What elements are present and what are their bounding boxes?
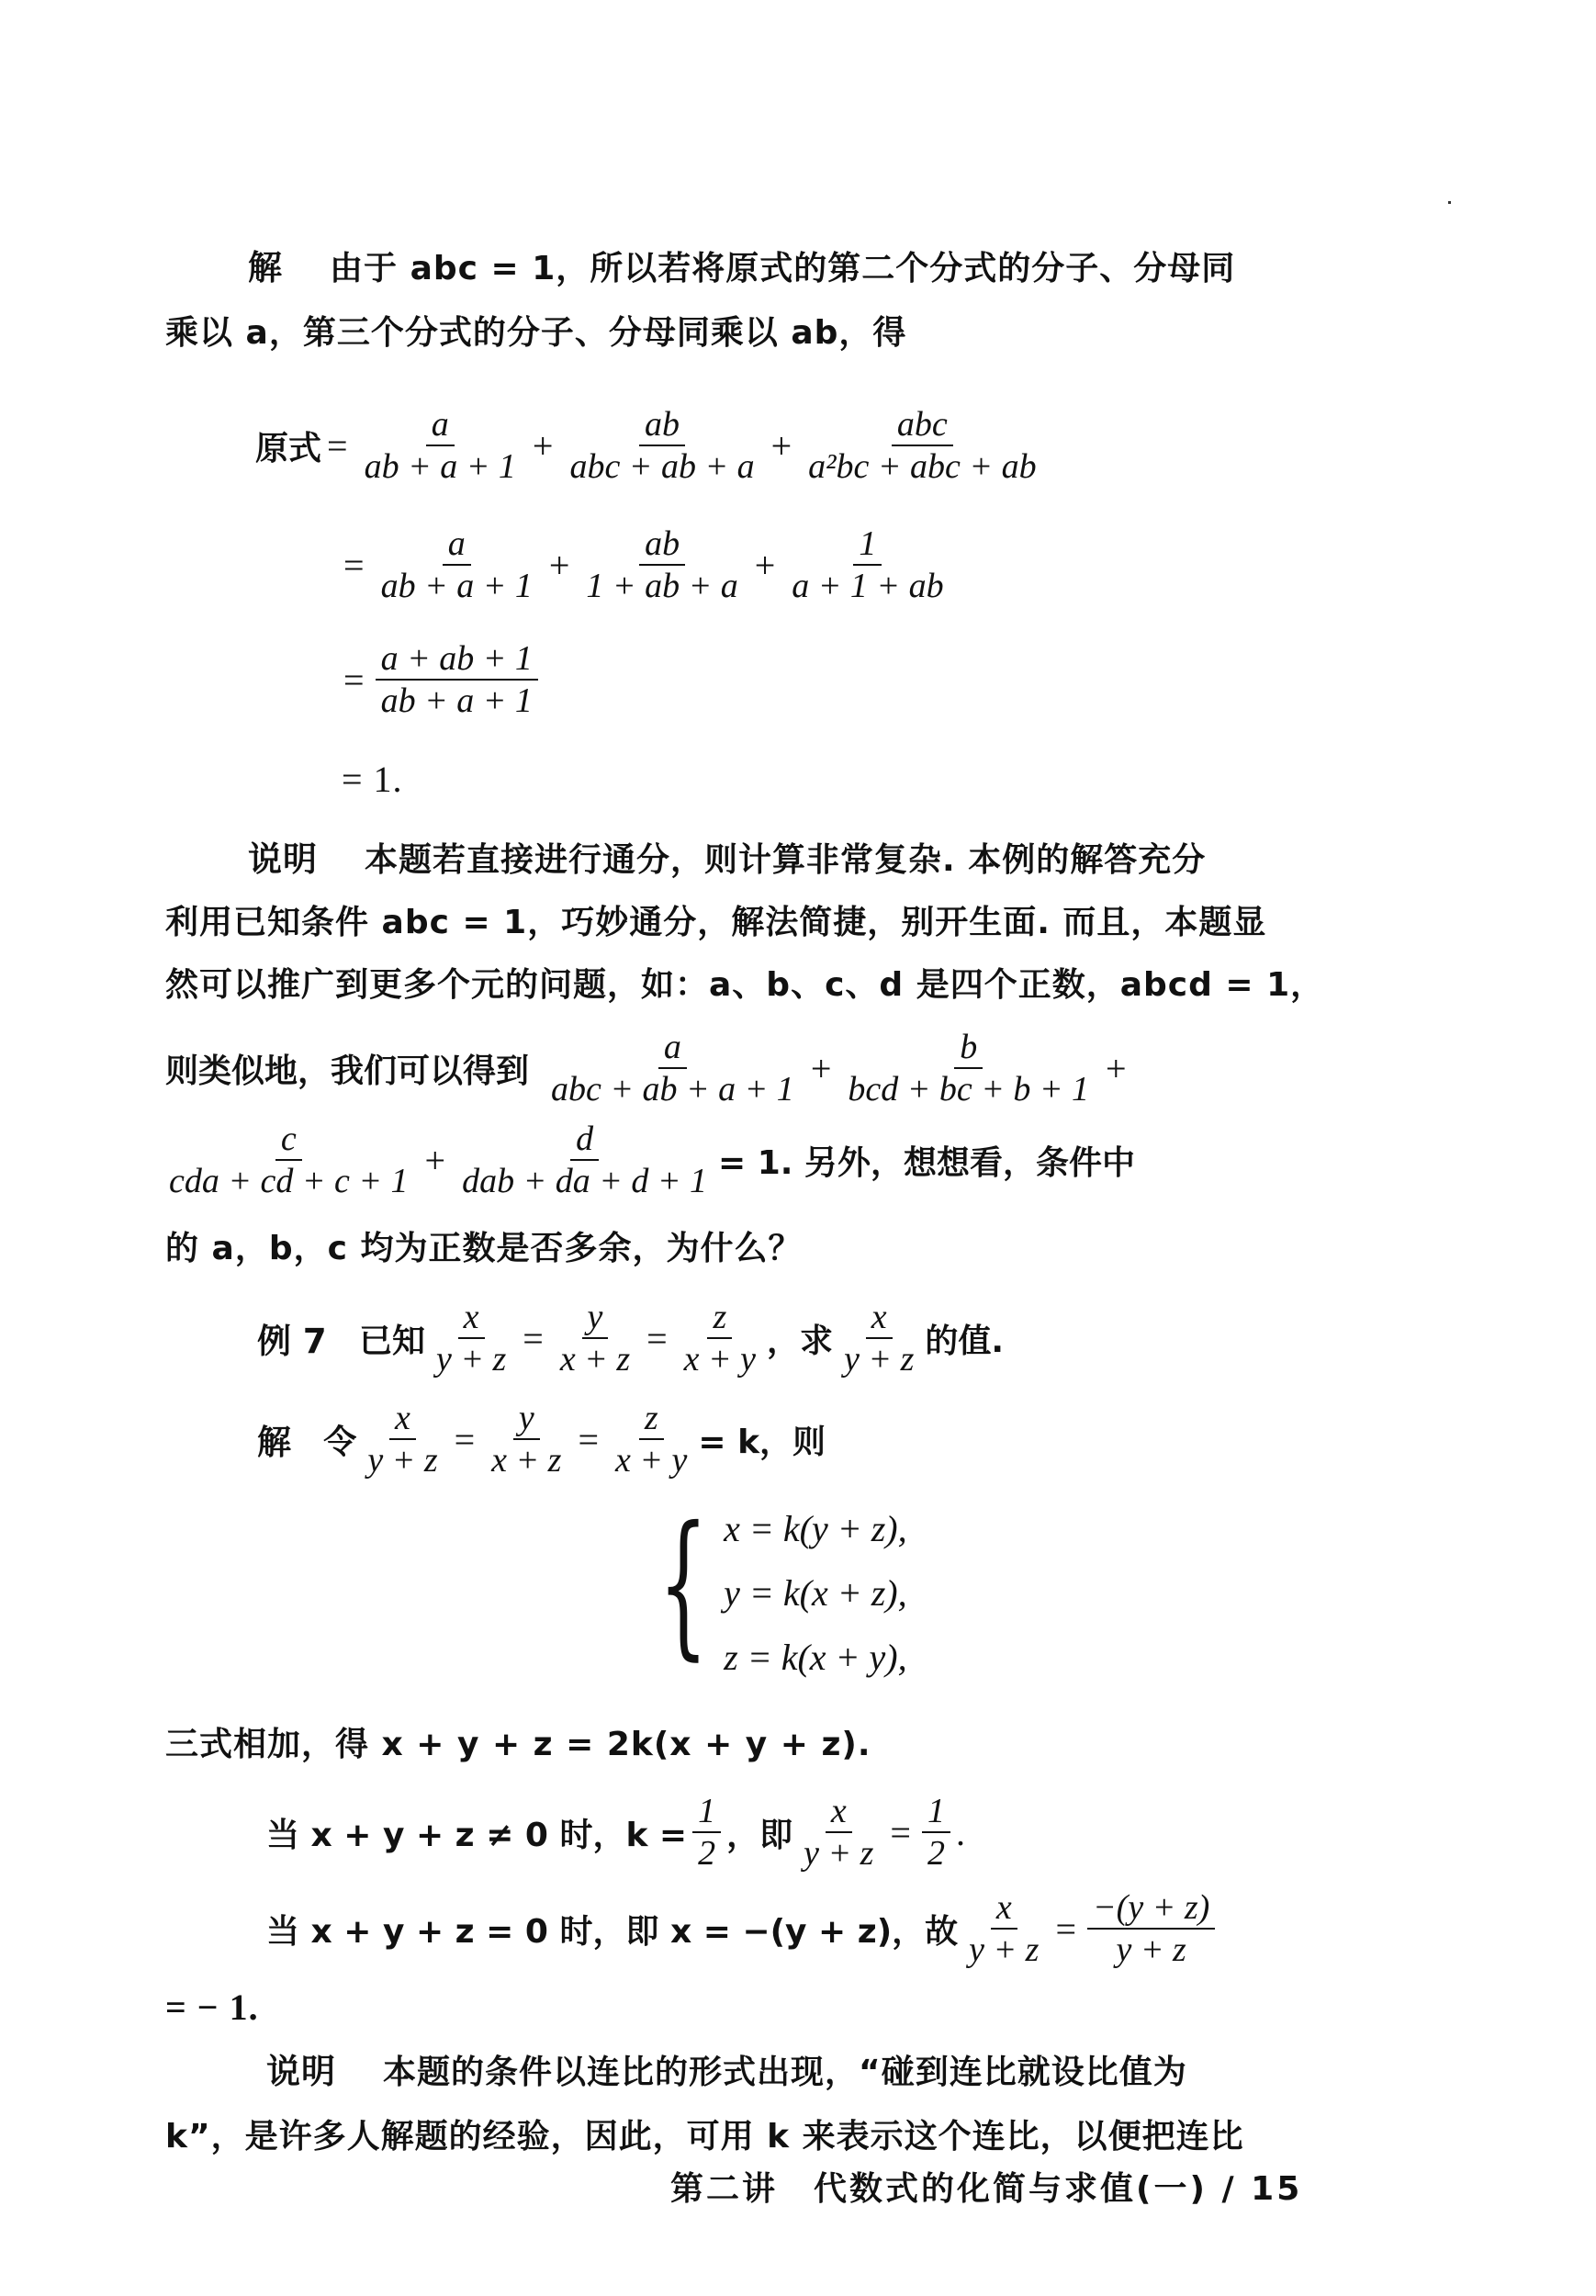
fraction: $\frac{x}{y + z}$ bbox=[367, 1399, 438, 1480]
note-line-6: 的 a，b，c 均为正数是否多余，为什么？ bbox=[165, 1230, 803, 1267]
derivation-step-4: = 1. bbox=[342, 759, 403, 800]
solution-text-2: 乘以 a，第三个分式的分子、分母同乘以 ab，得 bbox=[165, 314, 907, 352]
fraction: $\frac{b}{\text{bcd + bc + b + 1}}$ bbox=[848, 1028, 1090, 1109]
note-line-1: 说明 本题若直接进行通分，则计算非常复杂. 本例的解答充分 bbox=[248, 839, 1207, 879]
plus-sign: + bbox=[424, 1139, 446, 1181]
case-1: 当 x + y + z ≠ 0 时，k = $\frac{1}{2}$ ，即 $\frac{x}{y + z}$ = $\frac{1}{2}$ . bbox=[266, 1792, 965, 1873]
system-equation: z = k(x + y), bbox=[724, 1637, 907, 1678]
solution-line-2 bbox=[165, 310, 906, 355]
fraction: $\frac{y}{x + z}$ bbox=[491, 1399, 562, 1480]
fraction: $\frac{y}{x + z}$ bbox=[559, 1298, 631, 1379]
scan-speck bbox=[1448, 201, 1451, 204]
fraction: $\frac{ab}{\text{abc + ab + a}}$ bbox=[569, 405, 755, 486]
fraction: $\frac{\text{abc}}{\text{a²bc + abc + ab}}$ bbox=[808, 405, 1037, 486]
example-label: 例 7 bbox=[257, 1322, 327, 1361]
note-label: 说明 bbox=[248, 839, 318, 879]
fraction: $\frac{x}{y + z}$ bbox=[435, 1298, 507, 1379]
equals-sign: = bbox=[343, 658, 365, 701]
page-number: 15 bbox=[1251, 2170, 1303, 2208]
fraction: $\frac{ab}{1 + ab + a}$ bbox=[586, 524, 738, 605]
plus-sign: + bbox=[548, 544, 570, 586]
note2-line-2: k”，是许多人解题的经验，因此，可用 k 来表示这个连比，以便把连比 bbox=[165, 2118, 1244, 2155]
page-footer bbox=[670, 2163, 1302, 2210]
fraction: $\frac{1}{2}$ bbox=[922, 1791, 950, 1874]
solution-label: 解 bbox=[257, 1423, 291, 1462]
original-expression-label: 原式 bbox=[255, 429, 322, 467]
left-brace-icon: { bbox=[658, 1493, 709, 1675]
fraction: $\frac{a}{ab + a + 1}$ bbox=[364, 405, 516, 486]
fraction: $\frac{a + ab + 1}{ab + a + 1}$ bbox=[376, 638, 538, 721]
equals-sign: = bbox=[327, 424, 348, 467]
example-7: 例 7 已知 $\frac{x}{y + z}$ = $\frac{y}{x + z}$ = $\frac{z}{x + y}$ ，求 $\frac{x}{y + z}$ 的值. bbox=[257, 1298, 1005, 1379]
plus-sign: + bbox=[810, 1047, 832, 1089]
case-2-result: = − 1. bbox=[165, 1986, 259, 2028]
system-equation: y = k(x + z), bbox=[724, 1572, 907, 1614]
fraction: $\frac{d}{\text{dab + da + d + 1}}$ bbox=[462, 1120, 708, 1200]
equation-system bbox=[634, 1493, 907, 1690]
plus-sign: + bbox=[754, 544, 776, 586]
fraction: $\frac{x}{y + z}$ bbox=[804, 1792, 874, 1873]
fraction: $\frac{x}{y + z}$ bbox=[844, 1298, 915, 1379]
note2-line-1: 说明 本题的条件以连比的形式出现，“碰到连比就设比值为 bbox=[266, 2052, 1187, 2091]
note-label: 说明 bbox=[266, 2052, 336, 2091]
plus-sign: + bbox=[532, 424, 554, 467]
derivation-step-3 bbox=[338, 638, 544, 721]
derivation-step-2 bbox=[338, 523, 955, 606]
system-equation: x = k(y + z), bbox=[724, 1508, 907, 1549]
fraction: $\frac{1}{a + 1 + ab}$ bbox=[792, 524, 944, 605]
fraction: $\frac{a}{ab + a + 1}$ bbox=[380, 524, 533, 605]
note-line-5: $\frac{c}{\text{cda + cd + c + 1}}$ + $\frac{d}{\text{dab + da + d + 1}}$ = 1. 另外，想想看，条件中 bbox=[158, 1119, 1135, 1201]
fraction: $\frac{c}{\text{cda + cd + c + 1}}$ bbox=[169, 1120, 409, 1200]
chapter-title: 第二讲 代数式的化简与求值(一) bbox=[670, 2170, 1208, 2208]
equals-sign: = bbox=[343, 544, 365, 586]
fraction: $\frac{a}{\text{abc + ab + a + 1}}$ bbox=[551, 1028, 794, 1109]
note-line-2: 利用已知条件 abc = 1，巧妙通分，解法简捷，别开生面. 而且，本题显 bbox=[165, 904, 1267, 941]
derivation-step-1 bbox=[255, 404, 1048, 487]
note-line-4: 则类似地，我们可以得到 $\frac{a}{\text{abc + ab + a + 1}}$ + $\frac{b}{\text{bcd + bc + b + 1}}$ + bbox=[165, 1028, 1127, 1109]
note-line-3: 然可以推广到更多个元的问题，如：a、b、c、d 是四个正数，abcd = 1， bbox=[165, 966, 1325, 1004]
fraction: $\frac{z}{x + y}$ bbox=[683, 1298, 757, 1379]
solution-label: 解 bbox=[248, 248, 283, 287]
separator: / bbox=[1221, 2170, 1237, 2208]
solution-line-1 bbox=[248, 246, 1235, 291]
fraction: $\frac{1}{2}$ bbox=[692, 1791, 721, 1874]
solution-7: 解 令 $\frac{x}{y + z}$ = $\frac{y}{x + z}$ = $\frac{z}{x + y}$ = k，则 bbox=[257, 1399, 826, 1480]
solution-text-1: 由于 abc = 1，所以若将原式的第二个分式的分子、分母同 bbox=[330, 250, 1236, 287]
fraction: $\frac{z}{x + y}$ bbox=[615, 1399, 688, 1480]
plus-sign: + bbox=[770, 424, 792, 467]
fraction: $\frac{x}{y + z}$ bbox=[969, 1888, 1040, 1969]
fraction: $\frac{-(y + z)}{y + z}$ bbox=[1087, 1887, 1215, 1970]
plus-sign: + bbox=[1106, 1047, 1127, 1089]
case-2: 当 x + y + z = 0 时，即 x = −(y + z)，故 $\frac{x}{y + z}$ = $\frac{-(y + z)}{y + z}$ bbox=[266, 1887, 1220, 1970]
sum-line: 三式相加，得 x + y + z = 2k(x + y + z). bbox=[165, 1726, 871, 1763]
